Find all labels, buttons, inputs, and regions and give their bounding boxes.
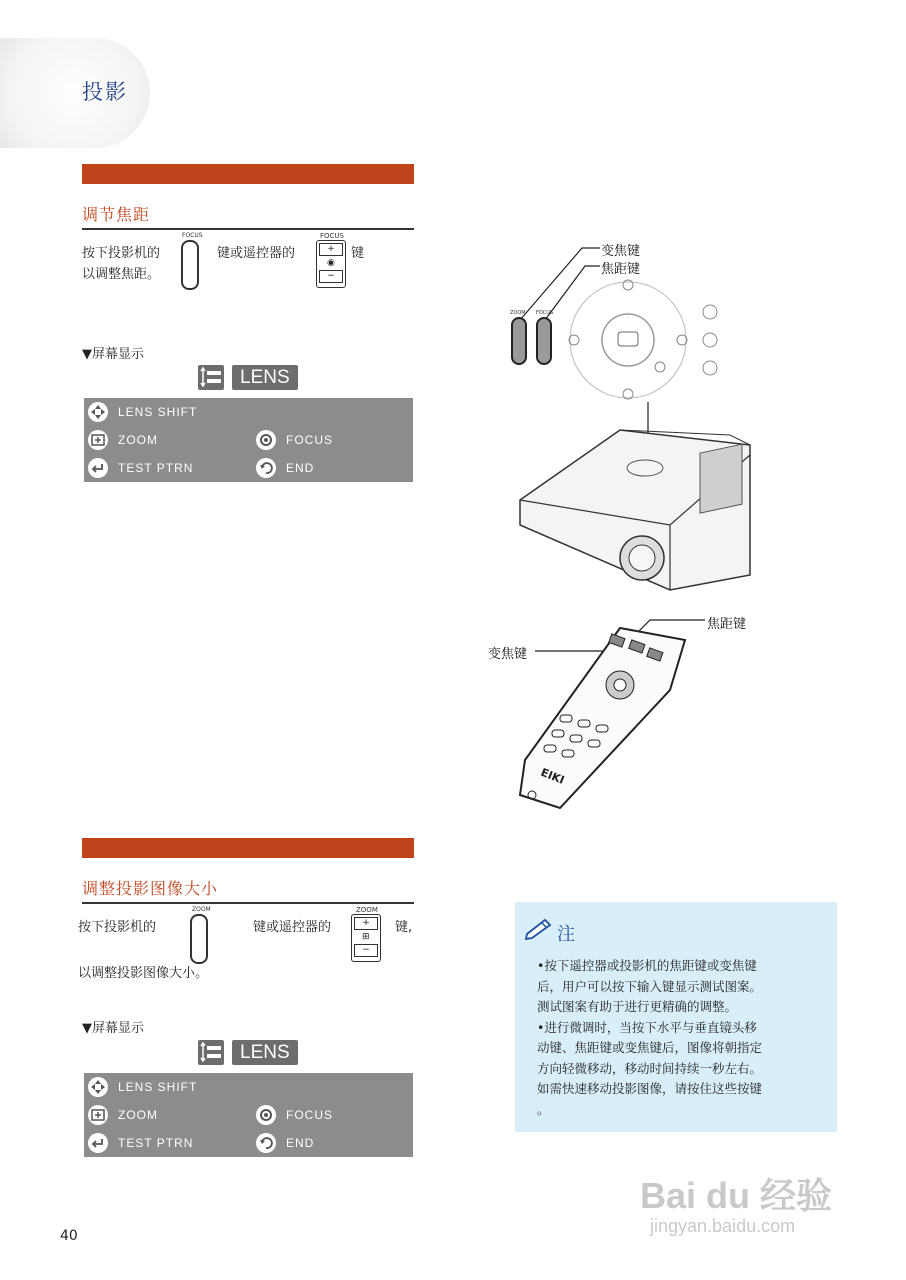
zoom-icon xyxy=(88,430,108,450)
osd-end: END xyxy=(286,1136,315,1150)
note-line: •进行微调时，当按下水平与垂直镜头移 xyxy=(537,1019,757,1035)
osd-lens-shift: LENS SHIFT xyxy=(118,405,198,419)
projector-zoom-label: ZOOM xyxy=(192,906,211,913)
svg-text:ZOOM: ZOOM xyxy=(510,310,526,316)
osd-focus: FOCUS xyxy=(286,433,333,447)
instruction-text: 按下投影机的 xyxy=(78,920,157,935)
section-rule xyxy=(82,228,414,230)
note-line: 后，用户可以按下输入键显示测试图案。 xyxy=(537,978,763,994)
section-bar xyxy=(82,838,414,858)
instruction-text: 键或遥控器的 xyxy=(253,920,332,935)
remote-brand: EIKI xyxy=(538,765,567,787)
pencil-icon xyxy=(523,916,553,944)
plus-key: + xyxy=(354,917,378,930)
instruction-text: 键或遥控器的 xyxy=(217,246,296,261)
instruction-text: 以调整焦距。 xyxy=(82,267,161,282)
callout-remote-focus-key: 焦距键 xyxy=(707,617,747,632)
note-box xyxy=(515,902,837,1132)
remote-focus-label: FOCUS xyxy=(320,232,344,240)
lens-icon xyxy=(198,1040,224,1065)
note-body xyxy=(537,956,833,1120)
lens-shift-icon xyxy=(88,402,108,422)
section-title-focus: 调节焦距 xyxy=(82,205,151,224)
watermark-url: jingyan.baidu.com xyxy=(650,1216,796,1236)
remote-focus-key-icon xyxy=(316,240,346,288)
note-title: 注 xyxy=(557,924,575,945)
lens-icon xyxy=(198,365,224,390)
page-number: 40 xyxy=(60,1228,78,1244)
note-line: 测试图案有助于进行更精确的调整。 xyxy=(537,999,738,1014)
osd-end: END xyxy=(286,461,315,475)
instruction-text: 以调整投影图像大小。 xyxy=(78,966,209,981)
projector-illustration xyxy=(470,240,810,600)
osd-zoom: ZOOM xyxy=(118,433,158,447)
lens-label: LENS xyxy=(232,365,298,390)
minus-key: − xyxy=(319,270,343,283)
osd-test-ptrn: TEST PTRN xyxy=(118,461,194,475)
minus-key: − xyxy=(354,944,378,957)
instruction-text: 按下投影机的 xyxy=(82,246,161,261)
return-icon xyxy=(256,458,276,478)
focus-symbol-icon: ◉ xyxy=(327,258,335,268)
osd-zoom: ZOOM xyxy=(118,1108,158,1122)
osd-panel xyxy=(84,1073,413,1157)
osd-test-ptrn: TEST PTRN xyxy=(118,1136,194,1150)
note-line: 如需快速移动投影图像，请按住这些按键 xyxy=(537,1081,763,1096)
callout-remote-zoom-key: 变焦键 xyxy=(488,647,528,662)
projector-focus-button-icon xyxy=(181,240,199,290)
zoom-icon xyxy=(88,1105,108,1125)
section-title-zoom: 调整投影图像大小 xyxy=(82,879,219,898)
page-title: 投影 xyxy=(82,80,128,104)
note-line: •按下遥控器或投影机的焦距键或变焦键 xyxy=(537,958,757,973)
focus-icon xyxy=(256,1105,276,1125)
section-rule xyxy=(82,902,414,904)
osd-heading: ▼屏幕显示 xyxy=(82,347,144,362)
lens-label: LENS xyxy=(232,1040,298,1065)
lens-shift-icon xyxy=(88,1077,108,1097)
osd-heading: ▼屏幕显示 xyxy=(82,1021,144,1036)
instruction-text: 键 xyxy=(351,246,365,261)
projector-zoom-button-icon xyxy=(190,914,208,964)
zoom-symbol-icon: ⊞ xyxy=(362,932,370,942)
enter-icon xyxy=(88,1133,108,1153)
note-line: 方向轻微移动，移动时间持续一秒左右。 xyxy=(537,1060,763,1076)
projector-focus-label: FOCUS xyxy=(182,232,203,239)
remote-zoom-key-icon xyxy=(351,914,381,962)
remote-illustration xyxy=(490,610,720,820)
enter-icon xyxy=(88,458,108,478)
instruction-text: 键, xyxy=(395,920,413,935)
plus-key: + xyxy=(319,243,343,256)
return-icon xyxy=(256,1133,276,1153)
callout-zoom-key: 变焦键 xyxy=(601,244,641,259)
section-bar xyxy=(82,164,414,184)
osd-panel xyxy=(84,398,413,482)
osd-lens-shift: LENS SHIFT xyxy=(118,1080,198,1094)
osd-focus: FOCUS xyxy=(286,1108,333,1122)
note-line: 。 xyxy=(537,1101,550,1117)
svg-text:FOCUS: FOCUS xyxy=(536,310,554,316)
remote-zoom-label: ZOOM xyxy=(356,906,378,914)
callout-focus-key: 焦距键 xyxy=(601,262,641,277)
focus-icon xyxy=(256,430,276,450)
note-line: 动键、焦距键或变焦键后，图像将朝指定 xyxy=(537,1040,763,1055)
watermark-brand: Bai du 经验 xyxy=(640,1175,833,1216)
